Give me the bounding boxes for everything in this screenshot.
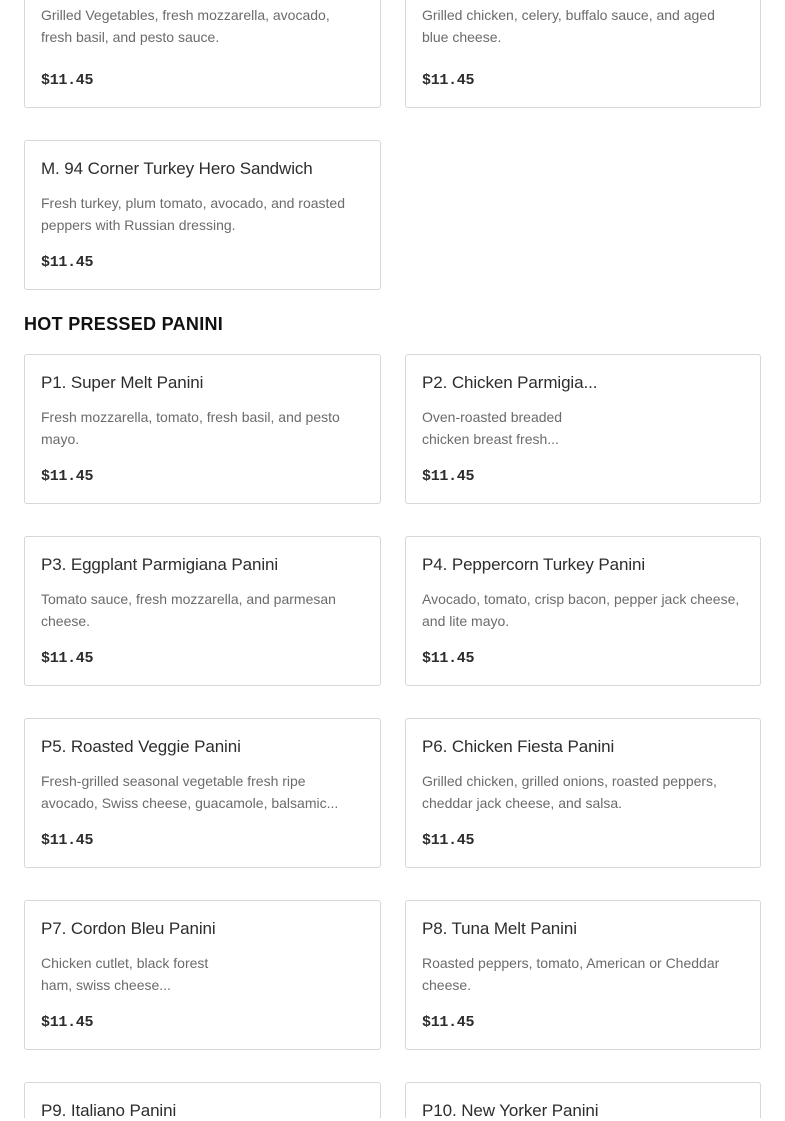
menu-item-card[interactable] [24,900,381,1050]
menu-item-name: P2. Chicken Parmigia... [422,373,598,392]
menu-item-description: Chicken cutlet, black forest ham, swiss cheese... [41,955,209,993]
menu-item-description: Fresh mozzarella, tomato, fresh basil, and pesto mayo. [41,409,340,447]
menu-item-price: $11.45 [422,1014,475,1031]
section-title: HOT PRESSED PANINI [24,314,224,334]
menu-item-description: Fresh turkey, plum tomato, avocado, and roasted peppers with Russian dressing. [41,195,346,233]
menu-item-name: P10. New Yorker Panini [422,1101,599,1120]
menu-item-price: $11.45 [422,650,475,667]
menu-item-description: Grilled chicken, celery, buffalo sauce, and aged blue cheese. [422,7,715,45]
menu-item-price: $11.45 [422,468,475,485]
menu-item-price: $11.45 [422,832,475,849]
menu-item-name: P3. Eggplant Parmigiana Panini [41,555,279,574]
menu-item-price: $11.45 [41,1014,94,1031]
menu-item-price: $11.45 [41,832,94,849]
menu-item-name: P1. Super Melt Panini [41,373,204,392]
menu-item-description: Grilled chicken, grilled onions, roasted peppers, cheddar jack cheese, and salsa. [422,773,717,811]
menu-item-price: $11.45 [41,254,94,271]
menu-item-name: P5. Roasted Veggie Panini [41,737,241,756]
menu-item-card[interactable] [24,140,381,290]
menu-item-card[interactable] [405,900,761,1050]
menu-item-name: P7. Cordon Bleu Panini [41,919,216,938]
menu-item-card[interactable] [24,536,381,686]
menu-item-description: Tomato sauce, fresh mozzarella, and parmesan cheese. [41,591,336,629]
menu-item-card[interactable] [24,0,381,108]
menu-item-card[interactable] [405,718,761,868]
menu-item-description: Fresh-grilled seasonal vegetable fresh ripe avocado, Swiss cheese, guacamole, balsamic... [41,773,339,811]
menu-item-price: $11.45 [41,72,94,89]
menu-item-card[interactable] [405,536,761,686]
menu-item-description: Grilled Vegetables, fresh mozzarella, avocado, fresh basil, and pesto sauce. [41,7,330,45]
menu-item-card[interactable] [405,0,761,108]
menu-item-description: Oven-roasted breaded chicken breast fresh... [422,409,563,447]
menu-item-price: $11.45 [422,72,475,89]
menu-item-price: $11.45 [41,468,94,485]
menu-item-card[interactable] [24,1082,381,1118]
menu-item-name: M. 94 Corner Turkey Hero Sandwich [41,159,313,178]
menu-item-name: P8. Tuna Melt Panini [422,919,577,938]
menu-item-description: Roasted peppers, tomato, American or Cheddar cheese. [422,955,720,993]
menu-item-card[interactable] [405,1082,761,1118]
menu-item-price: $11.45 [41,650,94,667]
menu-item-card[interactable] [24,718,381,868]
menu-item-description: Avocado, tomato, crisp bacon, pepper jack cheese, and lite mayo. [422,591,740,629]
menu-item-card[interactable] [405,354,761,504]
menu-item-name: P4. Peppercorn Turkey Panini [422,555,646,574]
menu-item-name: P6. Chicken Fiesta Panini [422,737,615,756]
menu-item-card[interactable] [24,354,381,504]
menu-item-name: P9. Italiano Panini [41,1101,177,1120]
